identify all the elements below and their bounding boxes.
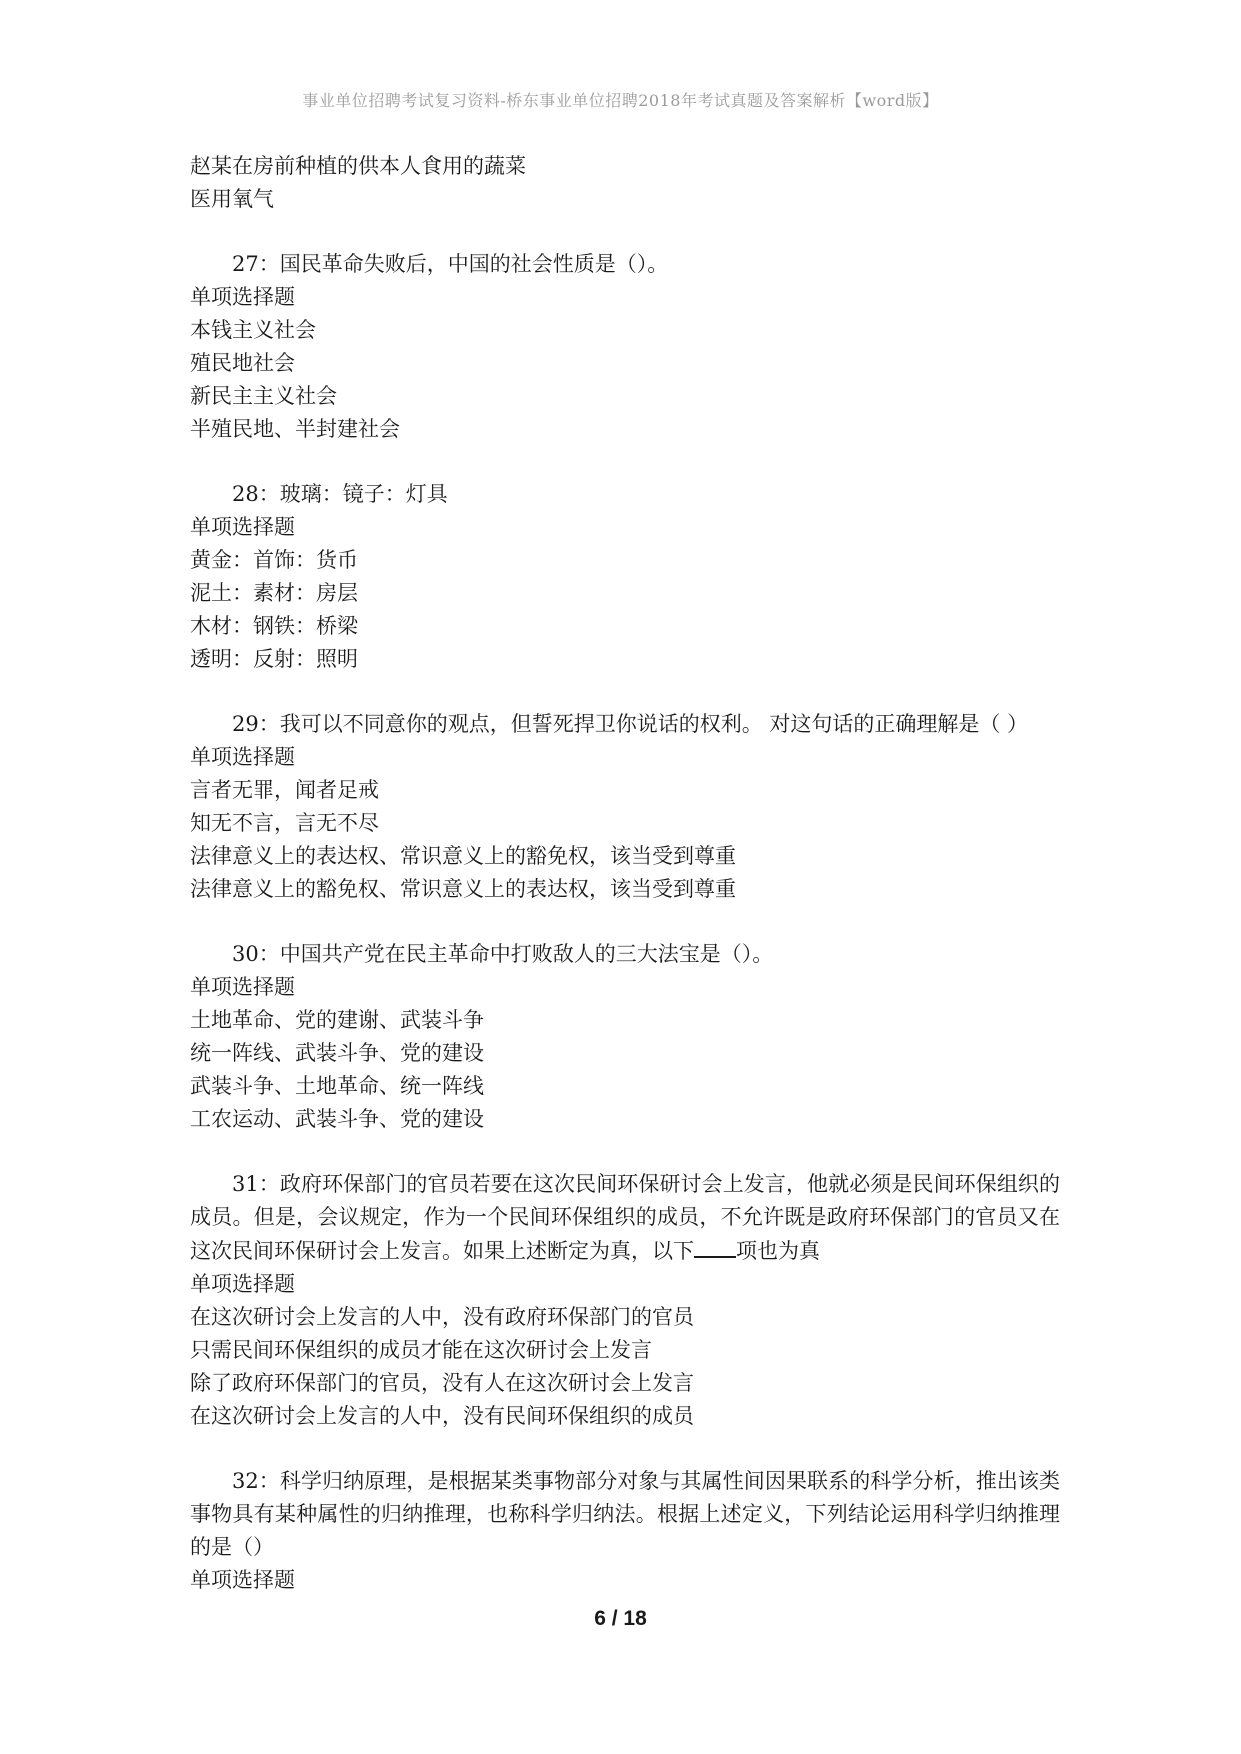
- option-line: 知无不言，言无不尽: [190, 811, 379, 835]
- option-line: 言者无罪，闻者足戒: [190, 778, 379, 802]
- question-29: [190, 708, 1060, 906]
- option-line: 武装斗争、土地革命、统一阵线: [190, 1074, 484, 1098]
- question-title-text: 项也为真: [736, 1239, 820, 1263]
- option-line: 赵某在房前种植的供本人食用的蔬菜: [190, 154, 526, 178]
- document-body: [190, 150, 1060, 1597]
- question-title: 27：国民革命失败后，中国的社会性质是（）。: [232, 252, 669, 276]
- option-line: 殖民地社会: [190, 351, 295, 375]
- question-type: 单项选择题: [190, 975, 295, 999]
- question-type: 单项选择题: [190, 745, 295, 769]
- question-title: 28：玻璃：镜子：灯具: [232, 482, 448, 506]
- option-line: 统一阵线、武装斗争、党的建设: [190, 1041, 484, 1065]
- option-line: 土地革命、党的建谢、武装斗争: [190, 1008, 484, 1032]
- question-title: [190, 1168, 1060, 1268]
- question-31: [190, 1168, 1060, 1433]
- question-title: 30：中国共产党在民主革命中打败敌人的三大法宝是（）。: [232, 942, 774, 966]
- option-line: 木材：钢铁：桥梁: [190, 614, 358, 638]
- option-line: 除了政府环保部门的官员，没有人在这次研讨会上发言: [190, 1371, 694, 1395]
- option-line: 泥土：素材：房层: [190, 581, 358, 605]
- question-27: [190, 248, 1060, 446]
- question-title: 32：科学归纳原理，是根据某类事物部分对象与其属性间因果联系的科学分析，推出该类事物具有某种属性的归纳推理，也称科学归纳法。根据上述定义，下列结论运用科学归纳推理的是（）: [190, 1469, 1060, 1559]
- question-type: 单项选择题: [190, 285, 295, 309]
- question-title-text: 31：政府环保部门的官员若要在这次民间环保研讨会上发言，他就必须是民间环保组织的成员。但是，会议规定，作为一个民间环保组织的成员，不允许既是政府环保部门的官员又在这次民间环保研讨会上发言。如果上述断定为真，以下: [190, 1172, 1060, 1263]
- option-line: 法律意义上的表达权、常识意义上的豁免权，该当受到尊重: [190, 844, 736, 868]
- question-type: 单项选择题: [190, 1272, 295, 1296]
- page-header: 事业单位招聘考试复习资料-桥东事业单位招聘2018年考试真题及答案解析【word版】: [302, 91, 939, 110]
- question-30: [190, 938, 1060, 1136]
- question-type: 单项选择题: [190, 515, 295, 539]
- answer-blank: [694, 1234, 736, 1258]
- question-32: [190, 1465, 1060, 1597]
- option-line: 半殖民地、半封建社会: [190, 417, 400, 441]
- option-line: 本钱主义社会: [190, 318, 316, 342]
- option-line: 只需民间环保组织的成员才能在这次研讨会上发言: [190, 1338, 652, 1362]
- option-line: 法律意义上的豁免权、常识意义上的表达权，该当受到尊重: [190, 877, 736, 901]
- option-line: 黄金：首饰：货币: [190, 548, 358, 572]
- question-28: [190, 478, 1060, 676]
- option-line: 新民主主义社会: [190, 384, 337, 408]
- question-title: 29：我可以不同意你的观点，但誓死捍卫你说话的权利。 对这句话的正确理解是（ ）: [232, 712, 1029, 736]
- option-line: 在这次研讨会上发言的人中，没有民间环保组织的成员: [190, 1404, 694, 1428]
- option-line: 医用氧气: [190, 187, 274, 211]
- option-line: 在这次研讨会上发言的人中，没有政府环保部门的官员: [190, 1305, 694, 1329]
- option-line: 透明：反射：照明: [190, 647, 358, 671]
- option-line: 工农运动、武装斗争、党的建设: [190, 1107, 484, 1131]
- question-type: 单项选择题: [190, 1568, 295, 1592]
- page-number: 6 / 18: [594, 1607, 647, 1630]
